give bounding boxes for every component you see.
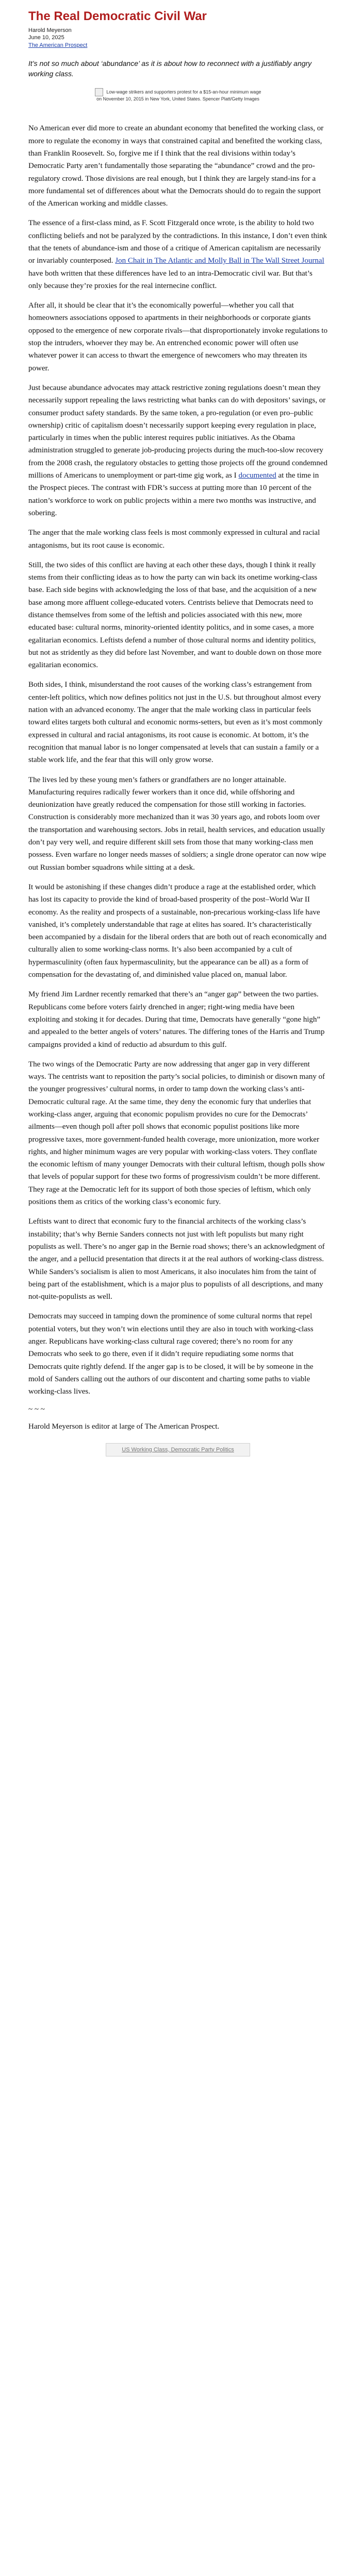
paragraph: The essence of a first-class mind, as F. Scott Fitzgerald once wrote, is the ability to hold two conflicting beliefs and not be paralyzed by the contradictions. In this instance, I don’t even think that the tenets of abundance-ism and those of a critique of American capitalism are necessarily or invariably counterposed. Jon Chait in The Atlantic and Molly Ball in The Wall Street Journal have both written that these differences have led to an intra-Democratic civil war. But that’s only because they’re proxies for the real internecine conflict. — [28, 219, 327, 290]
paragraph: The anger that the male working class feels is most commonly expressed in cultural and racial antagonisms, but its root cause is economic. — [28, 529, 320, 550]
article-tags[interactable]: US Working Class, Democratic Party Politics — [106, 1443, 250, 1456]
paragraph: The two wings of the Democratic Party are now addressing that anger gap in very different ways. The centrists want to reposition the party’s social policies, to diminish or disown many of the younger progressives’ cultural norms, in order to tamp down the working class’s anti-Democratic cultural rage. At the same time, they deny the economic fury that underlies that working-class anger, arguing that economic populism provides no cure for the Democrats’ ailments—even though poll after poll shows that economic populist positions like more progressive taxes, more government-funded health coverage, more unionization, more worker rights, and higher minimum wages are very popular with working-class voters. They conflate the economic leftism of many younger Democrats with their cultural leftism, though polls show that levels of popular support for these two forms of progressivism couldn’t be more different. They rage at the Democratic left for its support of both those species of leftism, which only positions them as critics of the working class’s economic fury. — [28, 1060, 325, 1207]
paragraph: Both sides, I think, misunderstand the root causes of the working class’s estrangement from center-left politics, which now defines politics not just in the U.S. but throughout almost every nation with an advanced economy. The anger that the male working class in particular feels toward elites targets both cultural and economic norms-setters, but even as it’s most commonly expressed in cultural and racial antagonisms, its root cause is economic. At bottom, it’s the recognition that manual labor is no longer compensated at levels that can sustain a family or a stable work life, and the fear that this will only grow worse. — [28, 681, 323, 765]
paragraph: Just because abundance advocates may attack restrictive zoning regulations doesn’t mean they necessarily support repealing the laws restricting what banks can do with depositors’ savings, or consumer product safety standards. By the same token, a pro-regulation (or even pro–public ownership) critic of capitalism doesn’t necessarily support keeping every regulation in place, particularly in times when the public interest requires public initiatives. As the Obama administration struggled to generate job-producing projects during the much-too-slow recovery from the 2008 crash, the regulatory obstacles to getting those projects off the ground condemned millions of Americans to unemployment or part-time gig work, as I documented at the time in the Prospect pieces. The contrast with FDR’s success at putting more than 10 percent of the nation’s workforce to work on public projects within a mere two months was instructive, and sobering. — [28, 383, 327, 517]
paragraph: No American ever did more to create an abundant economy that benefited the working class, or more to regulate the economy in ways that constrained capital and benefited the working class, than Franklin Roosevelt. So, forgive me if I think that the real divisions within today’s Democratic Party aren’t fundamentally those separating the “abundance” crowd and the pro-regulatory crowd. Those divisions are real enough, but I think they are largely stand-ins for a more fundamental set of differences about what the Democrats should do to regain the support of the American working and middle classes. — [28, 124, 324, 208]
paragraph: The lives led by these young men’s fathers or grandfathers are no longer attainable. Manufacturing requires radically fewer workers than it once did, while offshoring and deunionization have greatly reduced the compensation for those still working in factories. Construction is considerably more mechanized than it was 30 years ago, and robots loom over the transportation and warehousing sectors. Jobs in retail, health services, and education usually don’t pay very well, and require different skill sets from those that many working-class men possess. Even warfare no longer needs masses of soldiers; a single drone operator can now wipe out Russian bomber squadrons while sitting at a desk. — [28, 775, 326, 872]
paragraph: My friend Jim Lardner recently remarked that there’s an “anger gap” between the two parties. Republicans come before voters fairly drenched in anger; right-wing media have been exploiting and stoking it for decades. During that time, Democrats have generally “gone high” and appealed to the better angels of voters’ natures. The differing tones of the Harris and Trump campaigns provided a kind of reductio ad absurdum to this gulf. — [28, 990, 325, 1049]
image-caption: Low-wage strikers and supporters protest for a $15-an-hour minimum wage on November 10, 2015 in New York, United States. Spencer Platt/Getty Images — [96, 89, 261, 102]
inline-link[interactable]: documented — [238, 471, 276, 480]
article-title[interactable]: The Real Democratic Civil War — [28, 9, 207, 23]
article-body — [28, 122, 327, 1398]
paragraph: Still, the two sides of this conflict are having at each other these days, though I think it really stems from their conflicting ideas as to how the party can win back its onetime working-class base. Each side begins with acknowledging the loss of that base, and the acquisition of a new base among more affluent college-educated voters. Centrists believe that Democrats need to distance themselves from some of the leftish and policies associated with this new, more educated base: cultural norms, minority-oriented identity politics, and in some cases, a more egalitarian economics. Leftists defend a number of those cultural norms and identity politics, but not as stridently as they did before last November, and want to double down on those more egalitarian economics. — [28, 561, 322, 670]
author-name: Harold Meyerson — [28, 27, 72, 33]
article — [28, 9, 327, 1456]
paragraph: Democrats may succeed in tamping down the prominence of some cultural norms that repel potential voters, but they won’t win elections until they are also in touch with working-class anger. Republicans have working-class cultural rage covered; there’s no room for any Democrats who seek to go there, even if it didn’t require repudiating some norms that Democrats quite rightly defend. If the anger gap is to be closed, it will be by someone in the mold of Sanders calling out the authors of our discontent and charting some paths to viable working-class lives. — [28, 1312, 314, 1396]
publication-link[interactable]: The American Prospect — [28, 42, 88, 49]
paragraph: After all, it should be clear that it’s the economically powerful—whether you call that homeowners associations opposed to apartments in their neighborhoods or corporate giants opposed to the emergence of new corporate rivals—that disproportionately invoke regulations to stop the intruders, whoever they may be. An entrenched economic power will often use whatever power it can access to thwart the emergence of newcomers who may threaten its power. — [28, 301, 327, 372]
article-dek: It’s not so much about ‘abundance’ as it is about how to reconnect with a justifiably angry working class. — [28, 59, 312, 78]
top-band — [0, 0, 361, 4]
paragraph: It would be astonishing if these changes didn’t produce a rage at the established order, which has lost its capacity to provide the kind of broad-based prosperity of the post–World War II economy. As the reality and prospects of a sustainable, non-precarious working-class life have vanished, it’s completely understandable that rage at elites has soared. It’s characteristically been accompanied by a disdain for the liberal orders that are both out of reach economically and culturally alien to some working-class norms. It’s also been accompanied by a cult of hypermasculinity (often faux hypermasculinity, but the appearance can be all) as a form of compensation for the devastating of, and diminished value placed on, manual labor. — [28, 883, 327, 979]
author-note: Harold Meyerson is editor at large of The American Prospect. — [28, 1422, 220, 1431]
paragraph: Leftists want to direct that economic fury to the financial architects of the working class’s instability; that’s why Bernie Sanders connects not just with left populists but many right populists as well. There’s no anger gap in the Bernie road shows; there’s an acknowledgment of the anger, and a pellucid presentation that directs it at the real authors of working-class distress. While Sanders’s socialism is alien to most Americans, it also inoculates him from the taint of being part of the establishment, which is a major plus to populists of all descriptions, and many not-quite-populists as well. — [28, 1217, 325, 1301]
publish-date: June 10, 2025 — [28, 35, 64, 41]
hero-image — [93, 88, 263, 101]
inline-link[interactable]: Jon Chait in The Atlantic and Molly Ball in The Wall Street Journal — [115, 257, 324, 265]
image-placeholder-icon — [95, 88, 103, 96]
section-separator: ~ ~ ~ — [28, 1405, 45, 1414]
